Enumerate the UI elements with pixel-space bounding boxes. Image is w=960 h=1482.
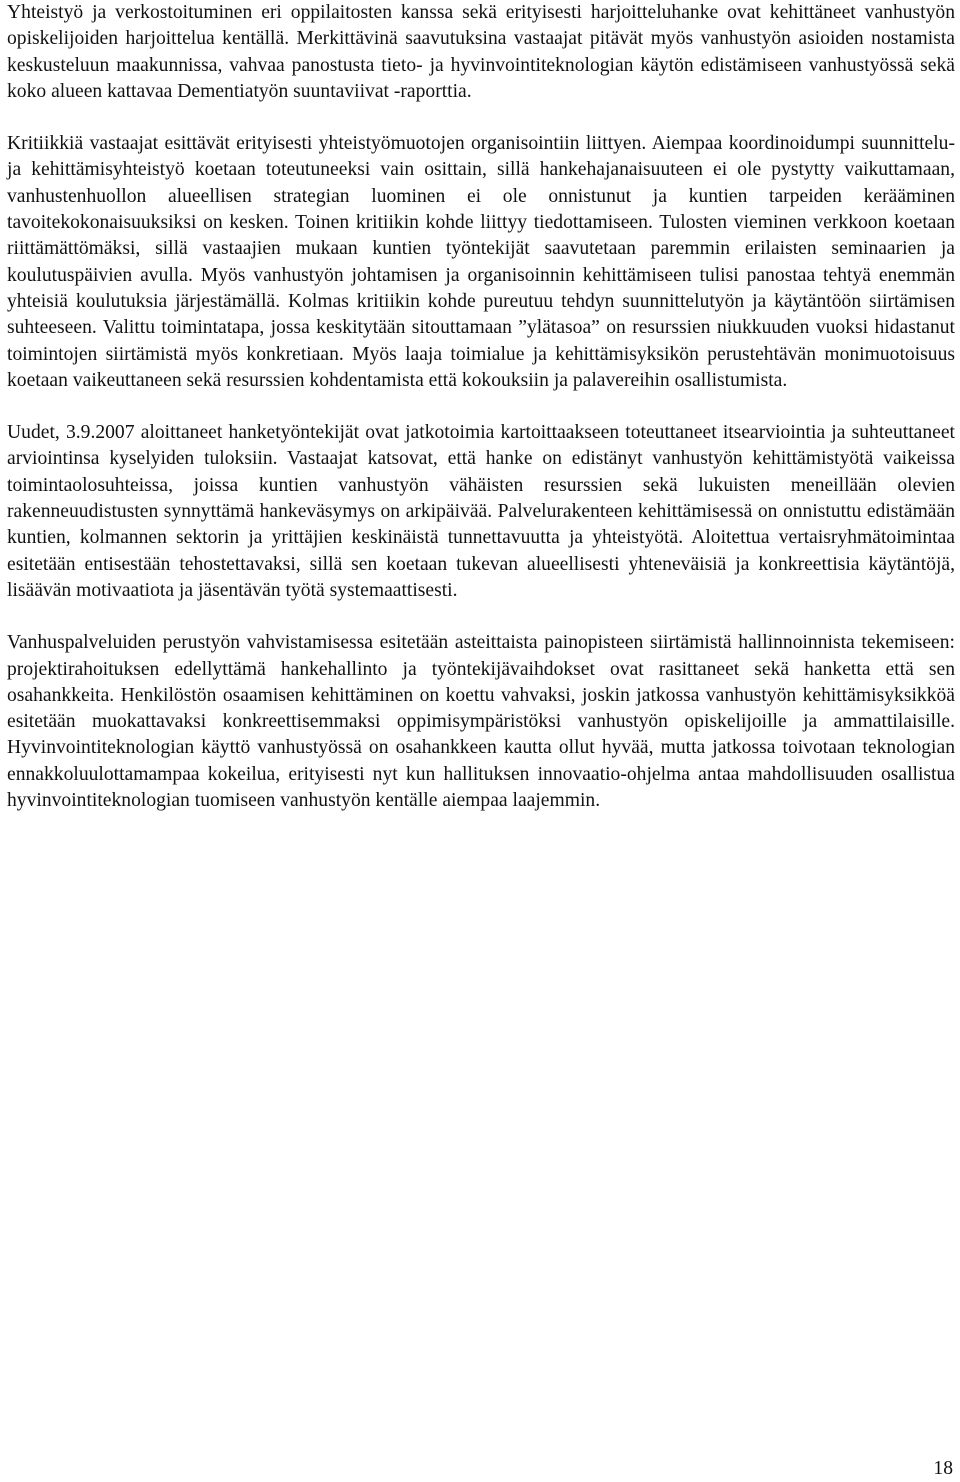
page-number: 18 — [933, 1458, 953, 1479]
paragraph-3: Uudet, 3.9.2007 aloittaneet hanketyöntekijät ovat jatkotoimia kartoittaakseen toteuttaneet itsearviointia ja suhteuttaneet arviointinsa kyselyiden tuloksiin. Vastaajat katsovat, että hanke on edistänyt vanhustyön kehittämistyötä vaikeissa toimintaolosuhteissa, joissa kuntien vanhustyön vähäisten resurssien sekä lukuisten meneillään olevien rakenneuudistusten synnyttämä hankeväsymys on arkipäivää. Palvelurakenteen kehittämisessä on onnistuttu edistämään kuntien, kolmannen sektorin ja yrittäjien keskinäistä tunnettavuutta ja yhteistyötä. Aloitettua vertaisryhmätoimintaa esitetään entisestään tehostettavaksi, sillä sen koetaan tukevan alueellisesti yhteneväisiä ja konkreettisia käytäntöjä, lisäävän motivaatiota ja jäsentävän työtä systemaattisesti. — [7, 422, 955, 601]
paragraph-2: Kritiikkiä vastaajat esittävät erityisesti yhteistyömuotojen organisointiin liittyen. Aiempaa koordinoidumpi suunnittelu- ja kehittämisyhteistyö koetaan toteutuneeksi vain osittain, sillä hankehajanaisuuteen ei ole pystytty vaikuttamaan, vanhustenhuollon alueellisen strategian luominen ei ole onnistunut ja kuntien tarpeiden kerääminen tavoitekokonaisuuksiksi on kesken. Toinen kritiikin kohde liittyy tiedottamiseen. Tulosten vieminen verkkoon koetaan riittämättömäksi, sillä vastaajien mukaan kuntien työntekijät saavutetaan paremmin erilaisten seminaarien ja koulutuspäivien avulla. Myös vanhustyön johtamisen ja organisoinnin kehittämiseen tulisi panostaa tehtyä enemmän yhteisiä koulutuksia järjestämällä. Kolmas kritiikin kohde pureutuu tehdyn suunnittelutyön ja käytäntöön siirtämisen suhteeseen. Valittu toimintatapa, jossa keskitytään sitouttamaan ”ylätasoa” on resurssien niukkuuden vuoksi hidastanut toimintojen siirtämistä myös konkretiaan. Myös laaja toimialue ja kehittämisyksikön perustehtävän monimuotoisuus koetaan vaikeuttaneen sekä resurssien kohdentamista että kokouksiin ja palavereihin osallistumista. — [7, 133, 955, 391]
paragraph-1: Yhteistyö ja verkostoituminen eri oppilaitosten kanssa sekä erityisesti harjoitteluhanke ovat kehittäneet vanhustyön opiskelijoiden harjoittelua kentällä. Merkittävinä saavutuksina vastaajat pitävät myös vanhustyön asioiden nostamista keskusteluun maakunnissa, vahvaa panostusta tieto- ja hyvinvointiteknologian käytön edistämiseen vanhustyössä sekä koko alueen kattavaa Dementiatyön suuntaviivat -raporttia. — [7, 2, 955, 102]
paragraph-4: Vanhuspalveluiden perustyön vahvistamisessa esitetään asteittaista painopisteen siirtämistä hallinnoinnista tekemiseen: projektirahoituksen edellyttämä hankehallinto ja työntekijävaihdokset ovat rasittaneet sekä hanketta että sen osahankkeita. Henkilöstön osaamisen kehittäminen on koettu vahvaksi, joskin jatkossa vanhustyön kehittämisyksikköä esitetään muokattavaksi konkreettisemmaksi oppimisympäristöksi vanhustyön opiskelijoille ja ammattilaisille. Hyvinvointiteknologian käyttö vanhustyössä on osahankkeen kautta ollut hyvää, mutta jatkossa toivotaan teknologian ennakkoluulottamampaa kokeilua, erityisesti nyt kun hallituksen innovaatio-ohjelma antaa mahdollisuuden osallistua hyvinvointiteknologian tuomiseen vanhustyön kentälle aiempaa laajemmin. — [7, 632, 955, 812]
body-text — [7, 0, 955, 840]
